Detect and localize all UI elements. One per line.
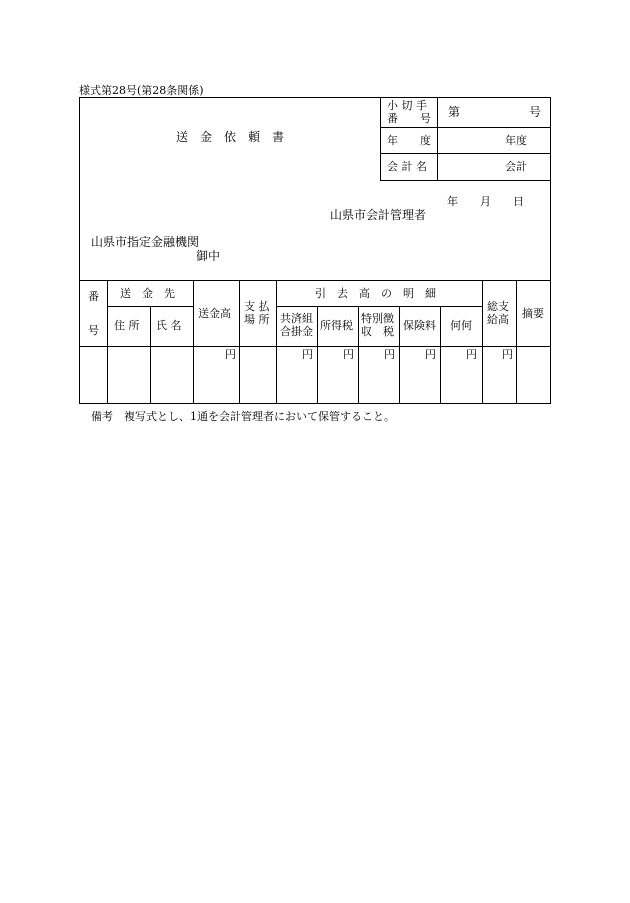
col-line-9 [440, 306, 441, 404]
col-line-8 [399, 306, 400, 404]
col-special-2: 収 税 [361, 325, 394, 338]
yen-other: 円 [466, 348, 477, 361]
col-line-3 [193, 280, 194, 404]
col-number-2: 号 [88, 324, 99, 337]
honorific: 御中 [196, 249, 221, 263]
account-label: 会 計 名 [387, 160, 427, 173]
check-no-label-1: 小 切 手 [387, 99, 427, 112]
check-no-prefix: 第 [448, 105, 461, 119]
col-line-11 [516, 280, 517, 404]
col-payee: 送 金 先 [120, 287, 175, 300]
recipient: 山県市指定金融機関 [91, 235, 200, 249]
col-place-2: 場 所 [244, 313, 270, 326]
check-no-suffix: 号 [529, 105, 542, 119]
col-line-1 [107, 280, 108, 404]
col-income-tax: 所得税 [320, 319, 353, 332]
col-mutual-1: 共済組 [280, 312, 313, 325]
col-line-5 [276, 280, 277, 404]
col-line-10 [482, 280, 483, 404]
yen-total: 円 [502, 348, 513, 361]
col-amount: 送金高 [198, 307, 231, 320]
col-line-7 [358, 306, 359, 404]
col-deductions: 引 去 高 の 明 細 [315, 287, 436, 300]
yen-mutual: 円 [302, 348, 313, 361]
box-mid-border [437, 97, 438, 180]
col-mutual-2: 合掛金 [280, 325, 313, 338]
date-line: 年 月 日 [447, 195, 524, 208]
fiscal-year-value: 年度 [505, 134, 527, 147]
yen-special: 円 [384, 348, 395, 361]
col-insurance: 保険料 [403, 319, 436, 332]
account-value: 会計 [505, 160, 527, 173]
yen-income-tax: 円 [343, 348, 354, 361]
form-caption: 様式第28号(第28条関係) [79, 84, 204, 97]
check-no-label-2: 番 号 [387, 112, 431, 125]
col-other: 何何 [450, 319, 472, 332]
issuer: 山県市会計管理者 [330, 208, 427, 222]
box-line-2 [380, 153, 551, 154]
box-line-1 [380, 127, 551, 128]
yen-amount: 円 [225, 348, 236, 361]
box-line-3 [380, 180, 551, 181]
form-note: 備考 複写式とし、1通を会計管理者において保管すること。 [91, 410, 395, 423]
col-line-4 [239, 280, 240, 404]
col-total-2: 給高 [487, 313, 509, 326]
fiscal-year-label: 年 度 [387, 134, 431, 147]
col-number-1: 番 [88, 290, 99, 303]
col-line-6 [317, 306, 318, 404]
col-summary: 摘要 [522, 307, 544, 320]
box-left-border [380, 97, 381, 180]
col-address: 住 所 [114, 319, 140, 332]
col-special-1: 特別徴 [361, 312, 394, 325]
col-name: 氏 名 [156, 319, 182, 332]
table-top-border [79, 280, 551, 281]
form-title: 送 金 依 頼 書 [176, 130, 285, 144]
col-line-2 [150, 306, 151, 404]
yen-insurance: 円 [425, 348, 436, 361]
deduction-split-line [276, 306, 482, 307]
col-place-1: 支 払 [244, 300, 270, 313]
col-total-1: 総支 [487, 300, 509, 313]
